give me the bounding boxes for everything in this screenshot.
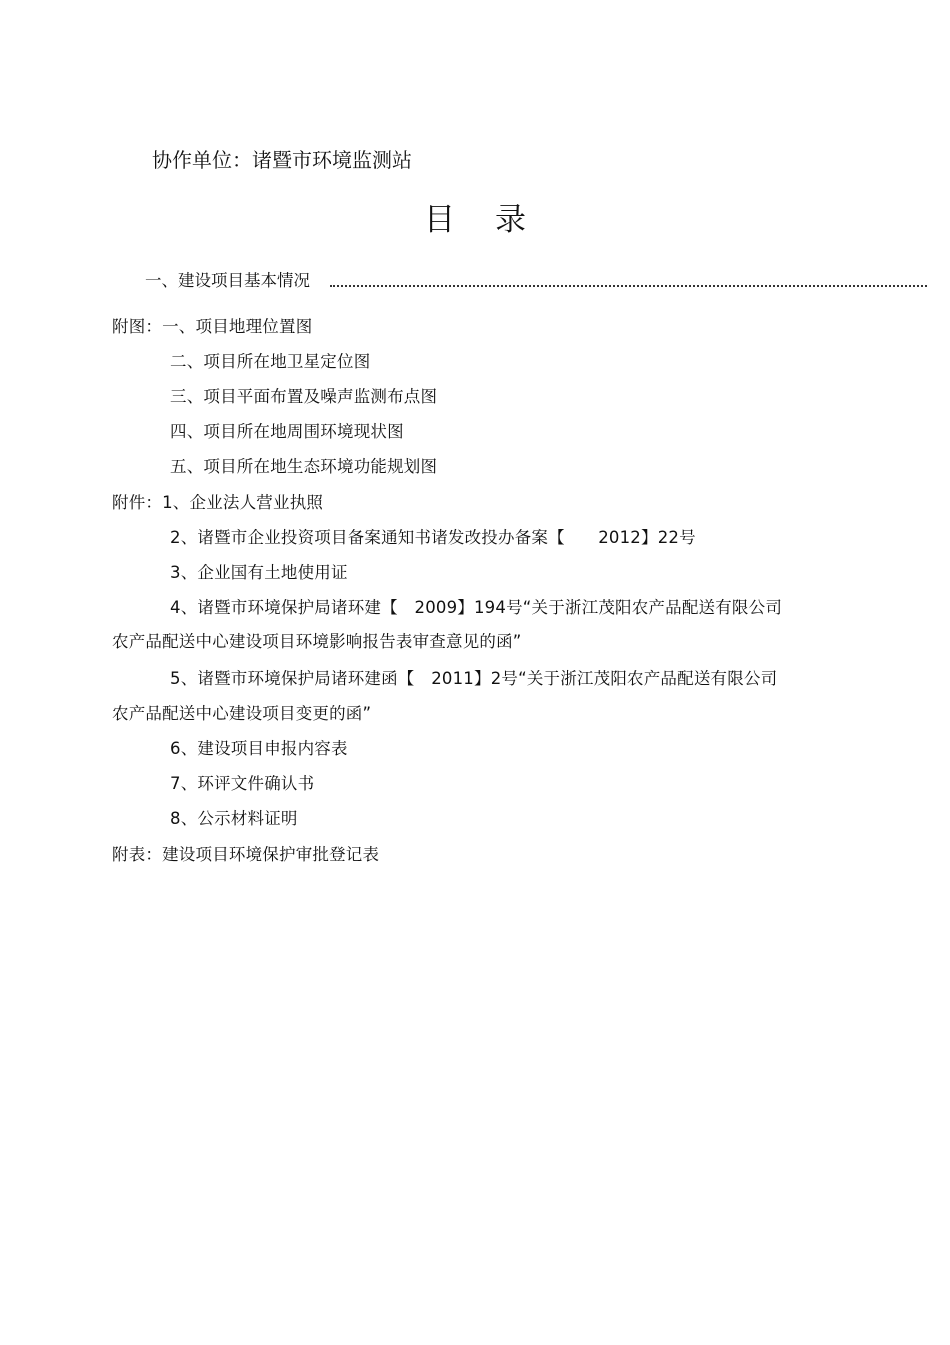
attached-figure-item: 五、项目所在地生态环境功能规划图 xyxy=(170,457,438,476)
attached-figure-item: 三、项目平面布置及噪声监测布点图 xyxy=(170,387,438,406)
attachment-item-5-line2: 农产品配送中心建设项目变更的函” xyxy=(112,704,372,723)
attachment-item-3: 3、企业国有土地使用证 xyxy=(170,563,348,582)
attached-figures-heading: 附图：一、项目地理位置图 xyxy=(112,317,313,336)
attachment-item-5-line1: 5、诸暨市环境保护局诸环建函【 2011】2号“关于浙江茂阳农产品配送有限公司 xyxy=(170,669,778,688)
attachment-item-4-line2: 农产品配送中心建设项目环境影响报告表审查意见的函” xyxy=(112,632,522,651)
attached-figure-item: 二、项目所在地卫星定位图 xyxy=(170,352,371,371)
attachment-item-6: 6、建设项目申报内容表 xyxy=(170,739,348,758)
toc-leader-dots xyxy=(330,285,927,287)
attachment-item-7: 7、环评文件确认书 xyxy=(170,774,315,793)
attachment-item-8: 8、公示材料证明 xyxy=(170,809,298,828)
toc-entry-row[interactable] xyxy=(145,270,927,292)
cooperation-unit: 协作单位：诸暨市环境监测站 xyxy=(152,148,412,172)
attached-figure-item: 四、项目所在地周围环境现状图 xyxy=(170,422,404,441)
attachment-item-2: 2、诸暨市企业投资项目备案通知书诸发改投办备案【 2012】22号 xyxy=(170,528,696,547)
attachments-heading: 附件：1、企业法人营业执照 xyxy=(112,493,324,512)
attachment-item-4-line1: 4、诸暨市环境保护局诸环建【 2009】194号“关于浙江茂阳农产品配送有限公司 xyxy=(170,598,783,617)
toc-title: 目录 xyxy=(424,202,566,238)
attached-table-heading: 附表：建设项目环境保护审批登记表 xyxy=(112,845,380,864)
toc-entry-label: 一、建设项目基本情况 xyxy=(145,271,310,290)
